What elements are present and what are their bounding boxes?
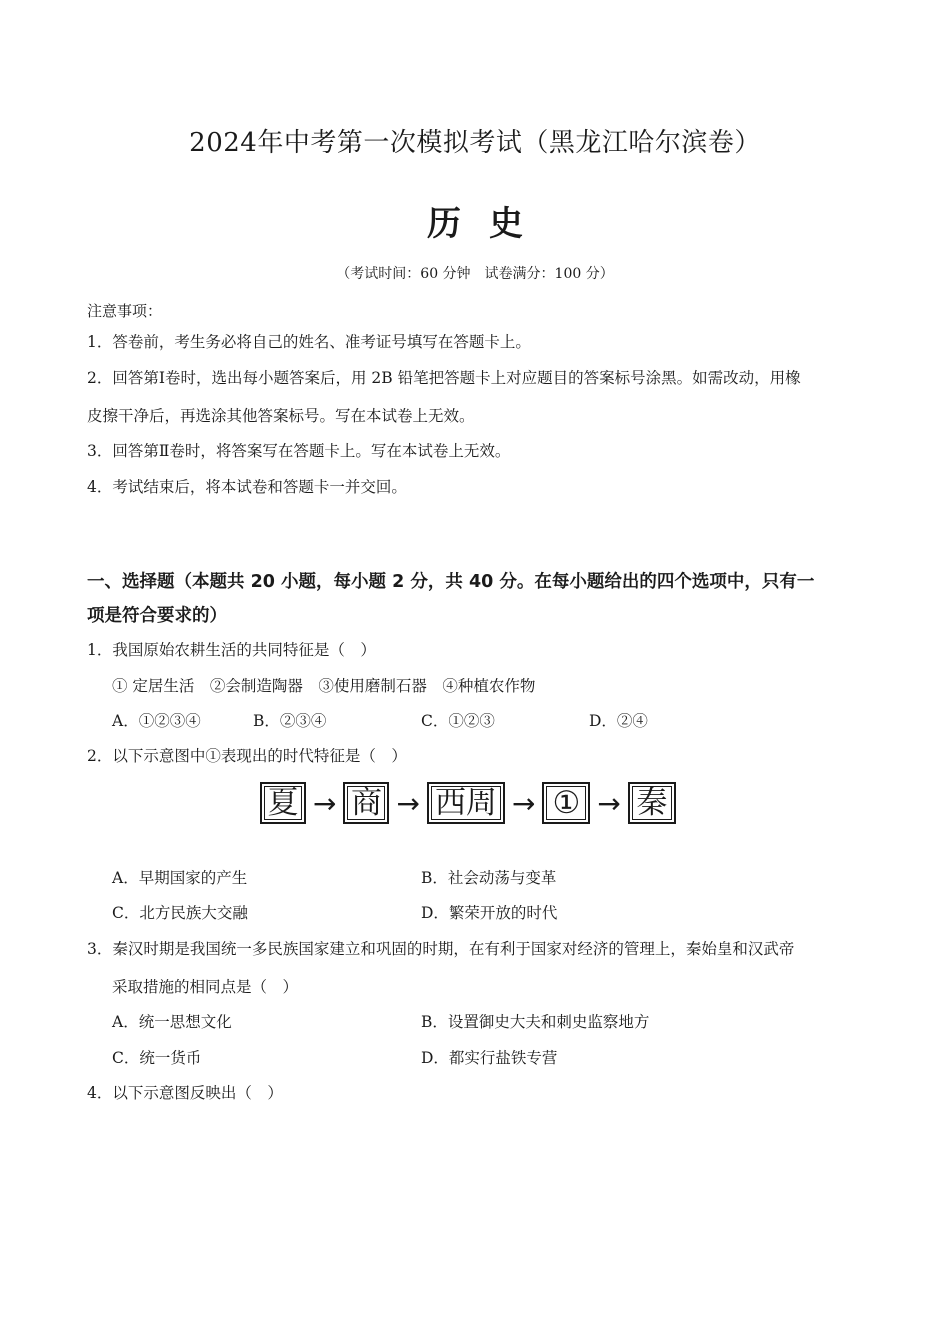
diagram-box-xia: 夏 (260, 782, 306, 824)
question-1-option-b: B．②③④ (253, 712, 327, 730)
exam-title: 2024年中考第一次模拟考试（黑龙江哈尔滨卷） (189, 128, 761, 158)
question-2-option-d: D．繁荣开放的时代 (421, 904, 558, 922)
notice-heading: 注意事项： (87, 302, 163, 320)
arrow-icon: → (597, 786, 621, 820)
exam-info: （考试时间：60 分钟 试卷满分：100 分） (336, 266, 614, 282)
diagram-box-blank-1: ① (542, 782, 590, 824)
question-2-option-c: C．北方民族大交融 (112, 904, 248, 922)
question-1-stem: 1．我国原始农耕生活的共同特征是（ ） (87, 641, 376, 659)
section-heading-cont: 项是符合要求的） (87, 606, 227, 626)
notice-item-2-cont: 皮擦干净后，再选涂其他答案标号。写在本试卷上无效。 (87, 407, 475, 425)
question-3-stem: 3．秦汉时期是我国统一多民族国家建立和巩固的时期，在有利于国家对经济的管理上，秦始皇和汉武帝 (87, 940, 795, 958)
diagram-box-shang: 商 (343, 782, 389, 824)
question-4-stem: 4．以下示意图反映出（ ） (87, 1084, 283, 1102)
subject-title: 历史 (427, 204, 551, 244)
question-2-option-a: A．早期国家的产生 (112, 869, 248, 887)
question-1-option-a: A．①②③④ (112, 712, 201, 730)
question-1-option-d: D．②④ (589, 712, 648, 730)
notice-item-3: 3．回答第Ⅱ卷时，将答案写在答题卡上。写在本试卷上无效。 (87, 442, 511, 460)
dynasty-flow-diagram (260, 779, 676, 827)
question-1-option-c: C．①②③ (421, 712, 495, 730)
question-3-option-a: A．统一思想文化 (112, 1013, 232, 1031)
question-2-option-b: B．社会动荡与变革 (421, 869, 557, 887)
section-heading: 一、选择题（本题共 20 小题，每小题 2 分，共 40 分。在每小题给出的四个选项中，只有一 (87, 572, 815, 592)
question-3-option-b: B．设置御史大夫和刺史监察地方 (421, 1013, 650, 1031)
arrow-icon: → (313, 786, 337, 820)
question-3-stem-cont: 采取措施的相同点是（ ） (112, 978, 299, 996)
question-2-stem: 2．以下示意图中①表现出的时代特征是（ ） (87, 747, 407, 765)
question-3-option-d: D．都实行盐铁专营 (421, 1049, 558, 1067)
arrow-icon: → (396, 786, 420, 820)
question-1-statements: ① 定居生活 ②会制造陶器 ③使用磨制石器 ④种植农作物 (112, 677, 536, 695)
question-3-option-c: C．统一货币 (112, 1049, 202, 1067)
diagram-box-western-zhou: 西周 (427, 782, 505, 824)
notice-item-1: 1．答卷前，考生务必将自己的姓名、准考证号填写在答题卡上。 (87, 333, 531, 351)
notice-item-2: 2．回答第Ⅰ卷时，选出每小题答案后，用 2B 铅笔把答题卡上对应题目的答案标号涂黑。如需改动，用橡 (87, 369, 801, 387)
arrow-icon: → (511, 786, 536, 820)
notice-item-4: 4．考试结束后，将本试卷和答题卡一并交回。 (87, 478, 407, 496)
diagram-box-qin: 秦 (628, 782, 676, 824)
